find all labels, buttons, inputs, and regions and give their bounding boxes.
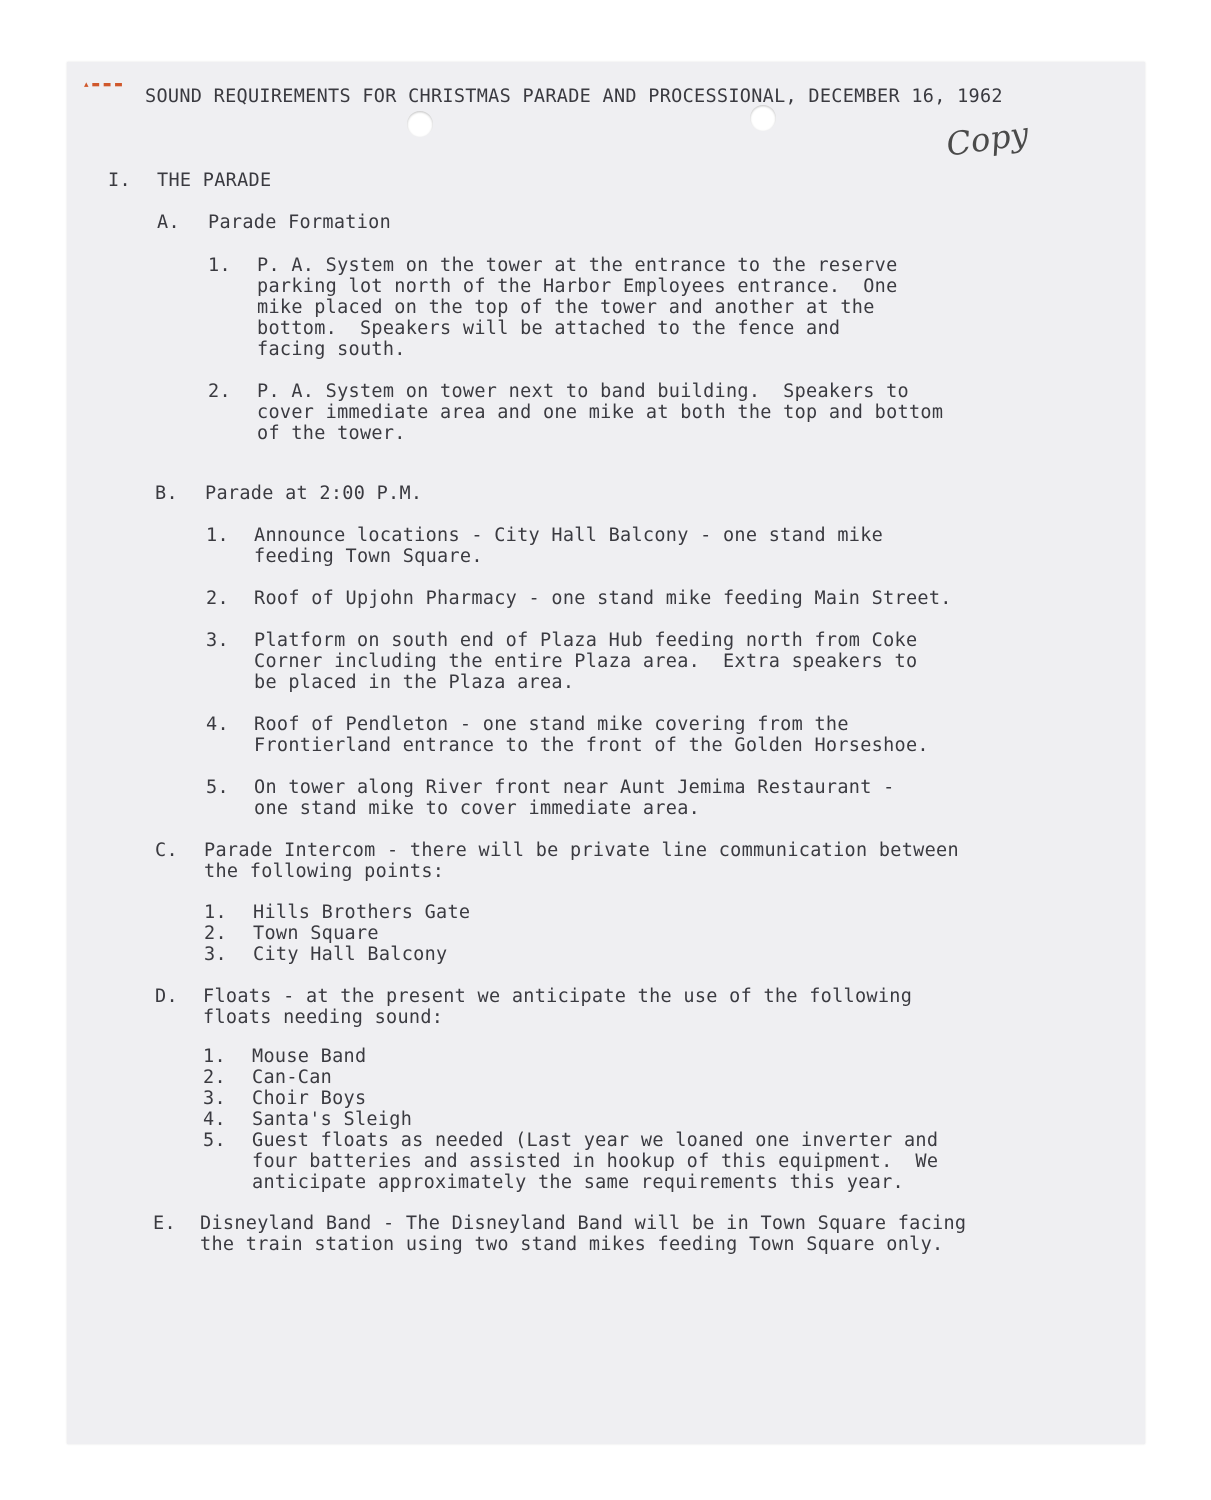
item-number: 5. bbox=[206, 777, 229, 798]
item-number: 3. bbox=[203, 1088, 226, 1109]
item-line: be placed in the Plaza area. bbox=[254, 672, 575, 693]
item-line: Santa's Sleigh bbox=[252, 1109, 413, 1130]
item-number: 2. bbox=[206, 588, 229, 609]
document-title: SOUND REQUIREMENTS FOR CHRISTMAS PARADE AND PROCESSIONAL, DECEMBER 16, 1962 bbox=[145, 86, 1003, 107]
item-line: Hills Brothers Gate bbox=[253, 902, 471, 923]
item-line: On tower along River front near Aunt Jemima Restaurant - bbox=[254, 777, 895, 798]
section-title: THE PARADE bbox=[157, 170, 272, 191]
item-line: City Hall Balcony bbox=[253, 944, 448, 965]
item-number: 3. bbox=[206, 630, 229, 651]
item-line: Roof of Upjohn Pharmacy - one stand mike feeding Main Street. bbox=[254, 588, 952, 609]
item-line: bottom. Speakers will be attached to the fence and bbox=[257, 318, 841, 339]
item-line: feeding Town Square. bbox=[254, 546, 483, 567]
subsection-e-label: E. bbox=[153, 1213, 176, 1234]
item-number: 1. bbox=[204, 902, 227, 923]
subsection-e-line: Disneyland Band - The Disneyland Band will be in Town Square facing bbox=[200, 1213, 967, 1234]
subsection-d-label: D. bbox=[155, 986, 178, 1007]
item-line: Roof of Pendleton - one stand mike covering from the bbox=[254, 714, 849, 735]
handwritten-copy-note: Copy bbox=[944, 114, 1031, 164]
item-line: P. A. System on tower next to band building. Speakers to bbox=[257, 381, 909, 402]
subsection-d-line: Floats - at the present we anticipate the use of the following bbox=[203, 986, 913, 1007]
subsection-e-line: the train station using two stand mikes feeding Town Square only. bbox=[200, 1234, 944, 1255]
punch-hole-left bbox=[407, 111, 433, 137]
item-number: 1. bbox=[208, 255, 231, 276]
item-line: Guest floats as needed (Last year we loaned one inverter and bbox=[252, 1130, 939, 1151]
subsection-a-label: A. bbox=[157, 212, 180, 233]
item-line: Corner including the entire Plaza area. Extra speakers to bbox=[254, 651, 918, 672]
item-number: 3. bbox=[204, 944, 227, 965]
item-line: Announce locations - City Hall Balcony - one stand mike bbox=[254, 525, 884, 546]
subsection-c-label: C. bbox=[155, 840, 178, 861]
subsection-b-title: Parade at 2:00 P.M. bbox=[205, 483, 423, 504]
item-number: 2. bbox=[203, 1067, 226, 1088]
item-number: 4. bbox=[203, 1109, 226, 1130]
item-line: Town Square bbox=[253, 923, 379, 944]
item-line: one stand mike to cover immediate area. bbox=[254, 798, 701, 819]
item-line: cover immediate area and one mike at both the top and bottom bbox=[257, 402, 944, 423]
red-tick-mark: ▴ ▬ ▬ ▬ bbox=[84, 80, 123, 90]
item-line: of the tower. bbox=[257, 423, 406, 444]
item-number: 4. bbox=[206, 714, 229, 735]
item-number: 2. bbox=[204, 923, 227, 944]
item-line: Can-Can bbox=[252, 1067, 333, 1088]
item-line: Choir Boys bbox=[252, 1088, 367, 1109]
item-line: Mouse Band bbox=[252, 1046, 367, 1067]
item-line: mike placed on the top of the tower and another at the bbox=[257, 297, 875, 318]
item-line: facing south. bbox=[257, 339, 406, 360]
item-line: P. A. System on the tower at the entrance to the reserve bbox=[257, 255, 898, 276]
subsection-b-label: B. bbox=[155, 483, 178, 504]
subsection-c-line: Parade Intercom - there will be private line communication between bbox=[204, 840, 959, 861]
item-number: 1. bbox=[203, 1046, 226, 1067]
section-number: I. bbox=[108, 170, 131, 191]
item-line: Frontierland entrance to the front of the Golden Horseshoe. bbox=[254, 735, 929, 756]
item-line: four batteries and assisted in hookup of this equipment. We bbox=[252, 1151, 939, 1172]
item-number: 5. bbox=[203, 1130, 226, 1151]
subsection-a-title: Parade Formation bbox=[208, 212, 392, 233]
item-line: anticipate approximately the same requirements this year. bbox=[252, 1172, 904, 1193]
subsection-d-line: floats needing sound: bbox=[203, 1007, 444, 1028]
item-line: Platform on south end of Plaza Hub feeding north from Coke bbox=[254, 630, 918, 651]
item-line: parking lot north of the Harbor Employees entrance. One bbox=[257, 276, 898, 297]
punch-hole-right bbox=[750, 105, 776, 131]
item-number: 2. bbox=[208, 381, 231, 402]
item-number: 1. bbox=[206, 525, 229, 546]
subsection-c-line: the following points: bbox=[204, 861, 445, 882]
